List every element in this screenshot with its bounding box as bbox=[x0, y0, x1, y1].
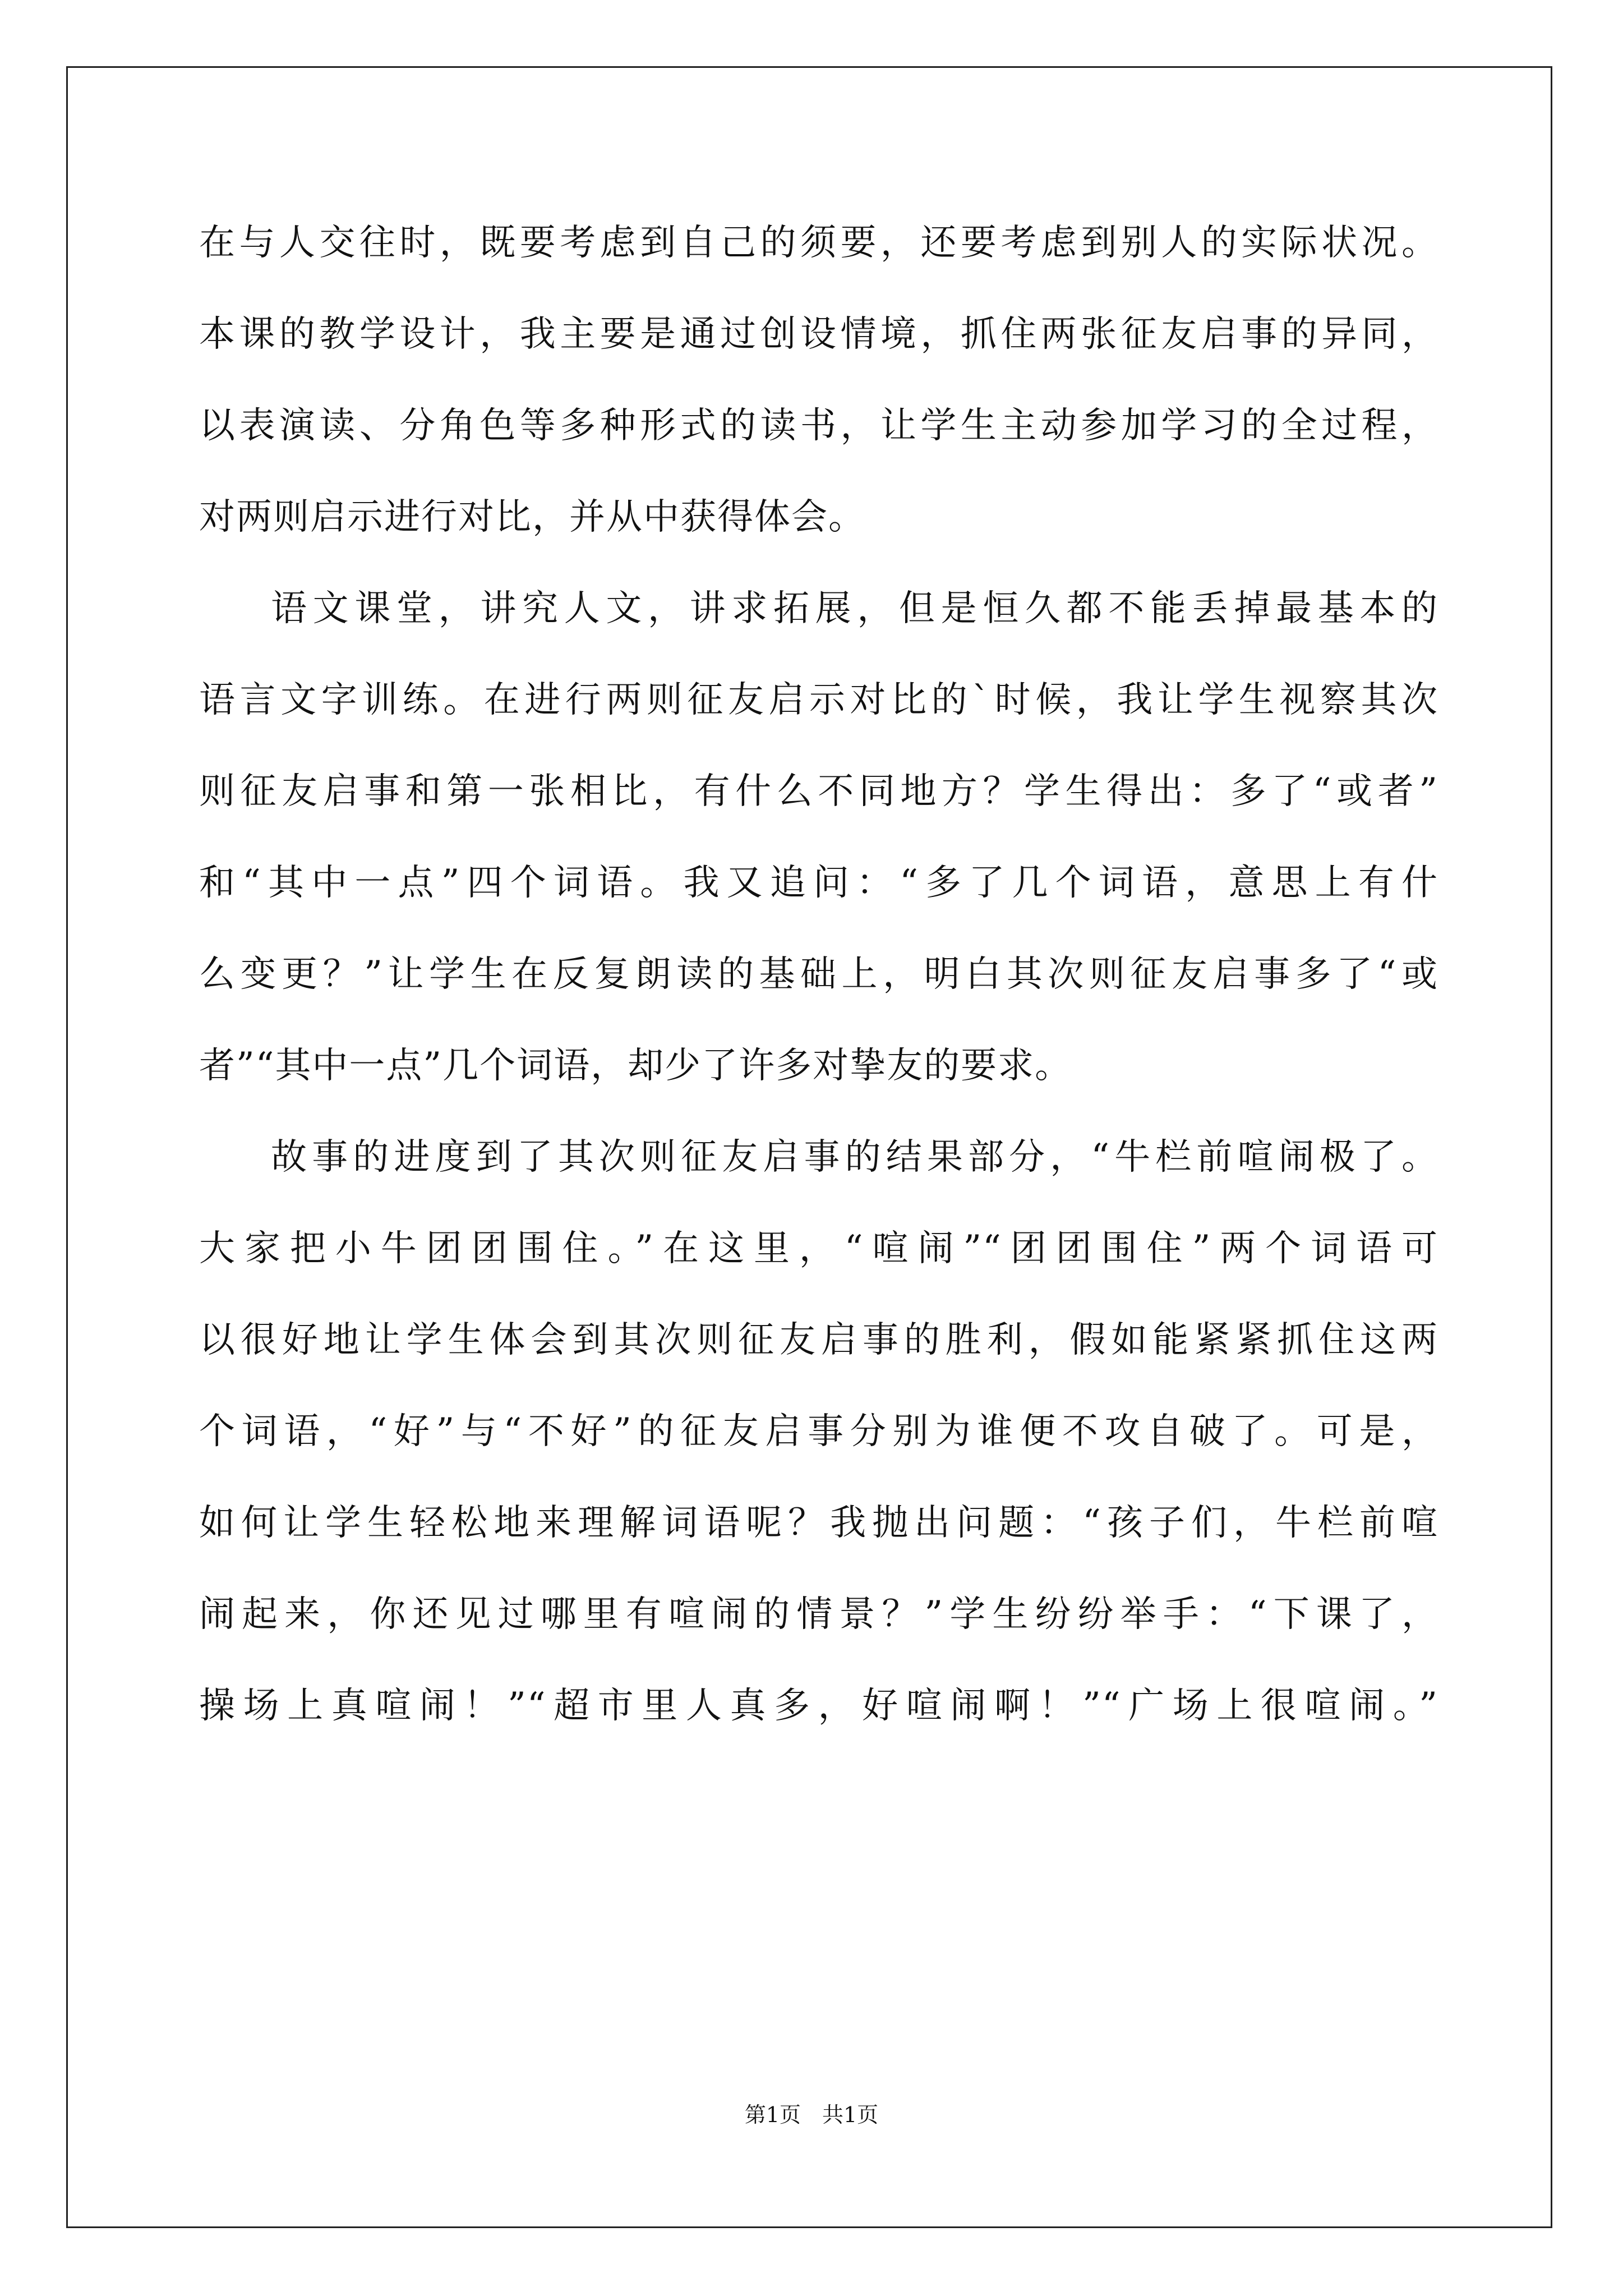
text-line: 对两则启示进行对比，并从中获得体会。 bbox=[199, 496, 865, 538]
text-line: 本课的教学设计，我主要是通过创设情境，抓住两张征友启事的异同， bbox=[199, 314, 1438, 355]
text-line: 则征友启事和第一张相比，有什么不同地方？学生得出：多了“或者” bbox=[199, 771, 1438, 812]
text-line: 如何让学生轻松地来理解词语呢？我抛出问题：“孩子们，牛栏前喧 bbox=[199, 1502, 1438, 1544]
text-line: 故事的进度到了其次则征友启事的结果部分，“牛栏前喧闹极了。 bbox=[271, 1137, 1438, 1178]
text-line: 么变更？”让学生在反复朗读的基础上，明白其次则征友启事多了“或 bbox=[199, 954, 1438, 995]
text-line: 闹起来，你还见过哪里有喧闹的情景？”学生纷纷举手：“下课了， bbox=[199, 1594, 1438, 1635]
text-line: 以很好地让学生体会到其次则征友启事的胜利，假如能紧紧抓住这两 bbox=[199, 1319, 1438, 1361]
document-body bbox=[199, 197, 1438, 1752]
text-line: 和“其中一点”四个词语。我又追问：“多了几个词语，意思上有什 bbox=[199, 862, 1438, 904]
text-line: 操场上真喧闹！”“超市里人真多，好喧闹啊！”“广场上很喧闹。” bbox=[199, 1685, 1438, 1727]
text-line: 个词语，“好”与“不好”的征友启事分别为谁便不攻自破了。可是， bbox=[199, 1411, 1438, 1452]
text-line: 以表演读、分角色等多种形式的读书，让学生主动参加学习的全过程， bbox=[199, 405, 1438, 447]
text-line: 者”“其中一点”几个词语，却少了许多对挚友的要求。 bbox=[199, 1045, 1072, 1087]
text-line: 语文课堂，讲究人文，讲求拓展，但是恒久都不能丢掉最基本的 bbox=[271, 588, 1438, 629]
text-line: 大家把小牛团团围住。”在这里，“喧闹”“团团围住”两个词语可 bbox=[199, 1228, 1438, 1269]
text-line: 语言文字训练。在进行两则征友启示对比的`时候，我让学生视察其次 bbox=[199, 679, 1438, 721]
text-line: 在与人交往时，既要考虑到自己的须要，还要考虑到别人的实际状况。 bbox=[199, 222, 1438, 264]
page-number: 第1页 共1页 bbox=[744, 2102, 879, 2127]
